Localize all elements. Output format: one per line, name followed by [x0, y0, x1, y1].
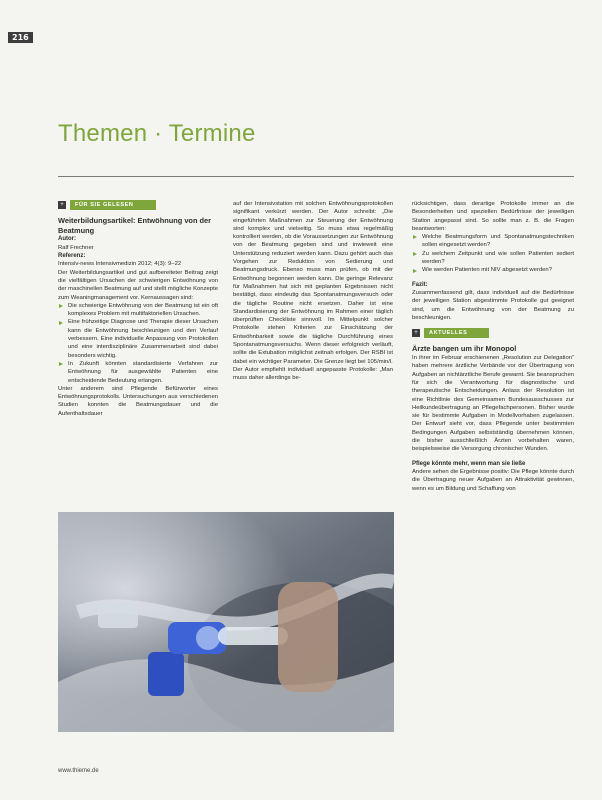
page-title: Themen · Termine — [58, 120, 256, 147]
section-label: FÜR SIE GELESEN — [70, 200, 156, 210]
body-paragraph: Der Autor empfiehlt individuell angepasste Protokolle: „Man muss daher allerdings be- — [233, 366, 393, 382]
footer-url: www.thieme.de — [58, 768, 99, 774]
author: Ralf Frechner — [58, 244, 94, 251]
body-paragraph: In ihrer im Februar erschienenen „Resolution zur Delegation“ haben mehrere ärztliche Verbände vor der Übertragung von Aufgaben an nichtärztliche Berufe gewarnt. Sie beanspruchen für sich die Verantwortung für diagnostische und therapeutische Entscheidungen. Anlass der Resolution ist eine Richtlinie des Gemeinsamen Bundesausschusses zur Heilkundeübertragung an Pflegefachpersonen. Bisher wurde sie für bestimmte Aufgaben in Modellvorhaben zugelassen. Der Entwurf sieht vor, dass Pflegende unter bestimmten Bedingungen Aufgaben selbstständig übernehmen können, die bisher ausschließlich Ärzten vorbehalten waren, beispielsweise die Versorgung chronischer Wunden. — [412, 355, 574, 453]
column-1 — [58, 200, 218, 418]
page-number: 216 — [8, 32, 33, 43]
ventilator-photo — [58, 512, 394, 732]
section-tag — [58, 200, 218, 210]
list-item: Eine frühzeitige Diagnose und Therapie dieser Ursachen kann die Entwöhnung beschleunigen und den Verlauf verbessern. Eine individuelle Anpassung von Protokollen und eine interdisziplinäre Zusammenarbeit sind dabei besonders wichtig. — [58, 318, 218, 359]
plus-icon: + — [412, 329, 420, 337]
title-rule — [58, 176, 574, 177]
column-3 — [412, 200, 574, 493]
body-paragraph: auf der Intensivstation mit solchen Entwöhnungsprotokollen signifikant verkürzt werden. Der Autor schreibt: „Die eingeführten Maßnahmen zur Steuerung der Entwöhnung sind komplex und vielseitig. So muss etwa regelmäßig kontrolliert werden, ob die Voraussetzungen zur Entwöhnung von der Beatmung gegeben sind und inwieweit eine Unterstützung reduziert werden kann. Dazu gehört auch das Vorgehen zur Reduktion von Sedierung und Beatmungsdruck. Ebenso muss man prüfen, ob mit der Entwöhnung begonnen werden kann. Die geringe Relevanz für Maßnahmen hat sich mit geplanten Ergebnissen nicht bestätigt, dass eindeutig das Spontanatmungsversuch oder die tägliche Routine nicht ersetzen. Daher ist eine Standardisierung der Entwöhnung im Rahmen einer täglich überprüften Checkliste sinnvoll. Im Mittelpunkt solcher Protokolle stehen Kriterien zur Einschätzung der Entwöhnbarkeit sowie die tägliche Durchführung eines Spontanatmungsversuchs. Wenn dieser erfolgreich verläuft, sollte die Extubation möglichst zeitnah erfolgen. Der RSBI ist dabei ein wichtiger Parameter. Die Grenze liegt bei 105/min/l. — [233, 201, 393, 365]
section-tag — [412, 328, 574, 338]
photo-illustration — [58, 512, 394, 732]
list-item: Zu welchem Zeitpunkt und wie sollen Patienten sediert werden? — [412, 250, 574, 267]
fazit-paragraph: Zusammenfassend gilt, dass individuell auf die Bedürfnisse der jeweiligen Station abgestimmte Protokolle gut geeignet sind, um die Entwöhnung von der Beatmung zu beschleunigen. — [412, 289, 574, 321]
body-paragraph: Unter anderem sind Pflegende Befürworter eines Entwöhnungsprotokolls. Untersuchungen aus verschiedenen Studien konnten die Beatmungsdauer und die Aufenthaltsdauer — [58, 385, 218, 417]
section-label: AKTUELLES — [424, 328, 489, 338]
reference: Intensiv-news Intensivmedizin 2012; 4(3): 9–22 — [58, 261, 182, 268]
body-paragraph: rücksichtigen, dass derartige Protokolle immer an die Besonderheiten und speziellen Bedürfnisse der jeweiligen Station angepasst sind. So sollte man z. B. die Fragen beantworten: — [412, 201, 574, 232]
list-item: Wie werden Patienten mit NIV abgesetzt werden? — [412, 266, 574, 274]
fazit-label: Fazit: — [412, 281, 428, 288]
subheading: Pflege könnte mehr, wenn man sie ließe — [412, 460, 526, 467]
key-points-list — [58, 302, 218, 385]
list-item: In Zukunft könnten standardisierte Verfahren zur Entwöhnung für ausgewählte Patienten eine entscheidende Bedeutung erlangen. — [58, 360, 218, 385]
question-list — [412, 233, 574, 274]
reference-label: Referenz: — [58, 253, 86, 260]
plus-icon: + — [58, 201, 66, 209]
list-item: Die schwierige Entwöhnung von der Beatmung ist ein oft komplexes Problem mit multifaktoriellen Ursachen. — [58, 302, 218, 319]
article-heading: Weiterbildungsartikel: Entwöhnung von der Beatmung — [58, 216, 212, 235]
intro-paragraph: Der Weiterbildungsartikel und gut aufbereiteter Beitrag zeigt die vielfältigen Ursachen der schwierigen Entwöhnung von der maschinellen Beatmung auf und stellt mögliche Konzepte zum Weaningmanagement vor. Kernaussagen sind: — [58, 269, 218, 301]
list-item: Welche Beatmungsform und Spontanatmungstechniken sollen eingesetzt werden? — [412, 233, 574, 250]
body-paragraph: Andere sehen die Ergebnisse positiv: Die Pflege könnte durch die Übertragung neuer Aufgaben an Attraktivität gewinnen, wenn es um Bildung und Schaffung von — [412, 468, 574, 492]
author-label: Autor: — [58, 236, 76, 243]
article-heading: Ärzte bangen um ihr Monopol — [412, 344, 517, 354]
column-2 — [233, 200, 393, 383]
